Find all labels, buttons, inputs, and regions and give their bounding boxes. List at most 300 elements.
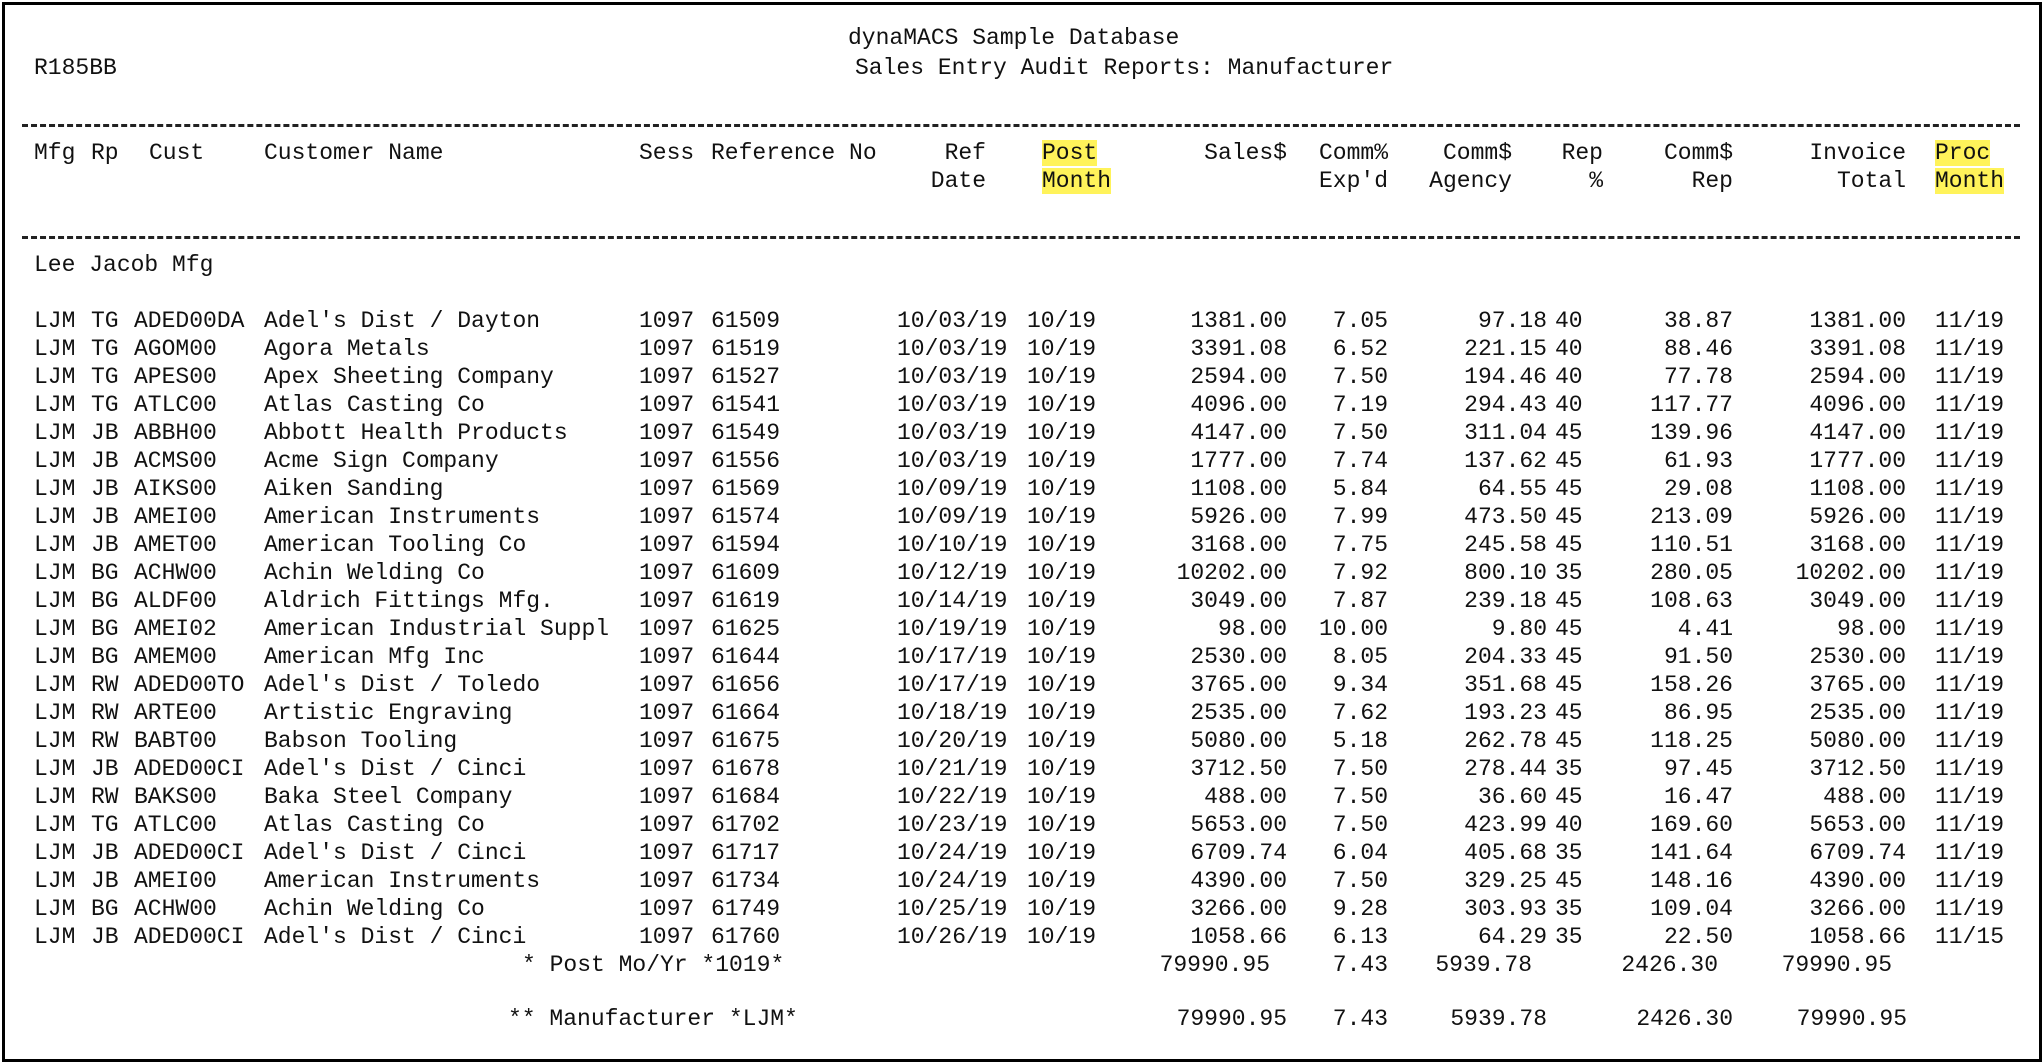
cell-cust: AMEI00 (134, 868, 217, 894)
cell-reference-no: 61760 (711, 924, 781, 950)
table-row (0, 923, 2044, 951)
cell-reference-no: 61574 (711, 504, 781, 530)
cell-proc-month: 11/19 (1935, 588, 2005, 614)
cell-ref-date: 10/25/19 (897, 896, 1008, 922)
table-row (0, 447, 2044, 475)
cell-invoice-total: 3712.50 (1809, 756, 1906, 782)
cell-proc-month: 11/19 (1935, 700, 2005, 726)
cell-comm-pct: 7.19 (1332, 392, 1388, 418)
cell-reference-no: 61684 (711, 784, 781, 810)
cell-post-month: 10/19 (1027, 532, 1097, 558)
cell-post-month: 10/19 (1027, 420, 1097, 446)
cell-mfg: LJM (34, 896, 76, 922)
cell-comm-pct: 7.75 (1332, 532, 1388, 558)
cell-reference-no: 61594 (711, 532, 781, 558)
cell-mfg: LJM (34, 504, 76, 530)
cell-reference-no: 61702 (711, 812, 781, 838)
cell-ref-date: 10/24/19 (897, 840, 1008, 866)
cell-ref-date: 10/20/19 (897, 728, 1008, 754)
cell-sess: 1097 (639, 868, 695, 894)
cell-comm-agency: 193.23 (1464, 700, 1547, 726)
cell-post-month: 10/19 (1027, 840, 1097, 866)
cell-comm-pct: 7.50 (1332, 784, 1388, 810)
cell-rp: TG (91, 308, 119, 334)
cell-cust: ATLC00 (134, 812, 217, 838)
table-row (0, 671, 2044, 699)
cell-post-month: 10/19 (1027, 672, 1097, 698)
cell-reference-no: 61734 (711, 868, 781, 894)
subtotal-label: * Post Mo/Yr *1019* (522, 952, 785, 978)
proc-month-highlight-2: Month (1935, 168, 2005, 194)
cell-rep-pct: 35 (1555, 560, 1583, 586)
cell-ref-date: 10/03/19 (897, 364, 1008, 390)
cell-comm-rep: 88.46 (1663, 336, 1733, 362)
cell-comm-pct: 7.05 (1332, 308, 1388, 334)
cell-customer-name: Acme Sign Company (264, 448, 499, 474)
cell-ref-date: 10/18/19 (897, 700, 1008, 726)
cell-sess: 1097 (639, 560, 695, 586)
cell-cust: AMET00 (134, 532, 217, 558)
cell-customer-name: Atlas Casting Co (264, 812, 485, 838)
cell-comm-pct: 7.50 (1332, 420, 1388, 446)
cell-sales: 5080.00 (1190, 728, 1287, 754)
table-row (0, 755, 2044, 783)
cell-comm-pct: 10.00 (1318, 616, 1388, 642)
cell-post-month: 10/19 (1027, 448, 1097, 474)
cell-sales: 3391.08 (1190, 336, 1287, 362)
cell-cust: AIKS00 (134, 476, 217, 502)
cell-invoice-total: 5926.00 (1809, 504, 1906, 530)
cell-reference-no: 61675 (711, 728, 781, 754)
cell-reference-no: 61609 (711, 560, 781, 586)
cell-comm-pct: 7.74 (1332, 448, 1388, 474)
col-rep-pct-line1: Rep (1561, 140, 1603, 166)
cell-mfg: LJM (34, 700, 76, 726)
cell-reference-no: 61527 (711, 364, 781, 390)
col-comm-pct-line2: Exp'd (1318, 168, 1388, 194)
cell-post-month: 10/19 (1027, 784, 1097, 810)
cell-rp: BG (91, 644, 119, 670)
cell-comm-rep: 29.08 (1663, 476, 1733, 502)
cell-ref-date: 10/24/19 (897, 868, 1008, 894)
total-invoice-total: 79990.95 (1796, 1006, 1907, 1032)
cell-proc-month: 11/19 (1935, 532, 2005, 558)
cell-customer-name: Baka Steel Company (264, 784, 513, 810)
cell-proc-month: 11/19 (1935, 784, 2005, 810)
cell-comm-pct: 5.84 (1332, 476, 1388, 502)
cell-post-month: 10/19 (1027, 336, 1097, 362)
cell-reference-no: 61625 (711, 616, 781, 642)
cell-comm-pct: 7.87 (1332, 588, 1388, 614)
cell-rep-pct: 45 (1555, 448, 1583, 474)
cell-comm-pct: 8.05 (1332, 644, 1388, 670)
cell-reference-no: 61656 (711, 672, 781, 698)
cell-comm-rep: 38.87 (1663, 308, 1733, 334)
cell-rp: TG (91, 364, 119, 390)
col-reference-no: Reference No (711, 140, 877, 166)
cell-reference-no: 61541 (711, 392, 781, 418)
cell-proc-month: 11/19 (1935, 672, 2005, 698)
cell-comm-agency: 278.44 (1464, 756, 1547, 782)
table-row (0, 699, 2044, 727)
table-row (0, 727, 2044, 755)
cell-post-month: 10/19 (1027, 896, 1097, 922)
total-comm-agency: 5939.78 (1450, 1006, 1547, 1032)
cell-mfg: LJM (34, 756, 76, 782)
cell-proc-month: 11/19 (1935, 560, 2005, 586)
cell-sales: 1058.66 (1190, 924, 1287, 950)
cell-sales: 3712.50 (1190, 756, 1287, 782)
cell-comm-pct: 7.50 (1332, 364, 1388, 390)
cell-comm-agency: 423.99 (1464, 812, 1547, 838)
subtotal-comm-pct: 7.43 (1332, 952, 1388, 978)
cell-rep-pct: 45 (1555, 616, 1583, 642)
cell-rp: JB (91, 420, 119, 446)
cell-mfg: LJM (34, 868, 76, 894)
cell-ref-date: 10/03/19 (897, 336, 1008, 362)
cell-ref-date: 10/14/19 (897, 588, 1008, 614)
col-post-month-line2 (1042, 167, 1111, 195)
cell-comm-pct: 7.92 (1332, 560, 1388, 586)
cell-sales: 2530.00 (1190, 644, 1287, 670)
cell-cust: ADED00TO (134, 672, 245, 698)
cell-comm-agency: 194.46 (1464, 364, 1547, 390)
cell-cust: ALDF00 (134, 588, 217, 614)
cell-mfg: LJM (34, 392, 76, 418)
table-row (0, 363, 2044, 391)
cell-proc-month: 11/19 (1935, 840, 2005, 866)
cell-rep-pct: 35 (1555, 840, 1583, 866)
table-row (0, 531, 2044, 559)
subtotal-comm-agency: 5939.78 (1435, 952, 1532, 978)
total-sales: 79990.95 (1176, 1006, 1287, 1032)
table-row (0, 307, 2044, 335)
cell-rp: BG (91, 616, 119, 642)
cell-rep-pct: 45 (1555, 644, 1583, 670)
cell-rep-pct: 35 (1555, 896, 1583, 922)
col-customer-name: Customer Name (264, 140, 444, 166)
cell-sess: 1097 (639, 448, 695, 474)
cell-comm-agency: 9.80 (1491, 616, 1547, 642)
total-comm-rep: 2426.30 (1636, 1006, 1733, 1032)
cell-rep-pct: 40 (1555, 812, 1583, 838)
cell-sess: 1097 (639, 784, 695, 810)
cell-comm-agency: 294.43 (1464, 392, 1547, 418)
cell-rp: JB (91, 868, 119, 894)
col-ref-date-line2: Date (930, 168, 986, 194)
cell-comm-agency: 204.33 (1464, 644, 1547, 670)
cell-customer-name: Aldrich Fittings Mfg. (264, 588, 554, 614)
proc-month-highlight: Proc (1935, 140, 1991, 166)
cell-rp: JB (91, 532, 119, 558)
cell-cust: ADED00CI (134, 924, 245, 950)
cell-comm-agency: 800.10 (1464, 560, 1547, 586)
total-comm-pct: 7.43 (1332, 1006, 1388, 1032)
cell-sess: 1097 (639, 700, 695, 726)
cell-customer-name: American Instruments (264, 868, 541, 894)
cell-customer-name: Adel's Dist / Dayton (264, 308, 541, 334)
cell-mfg: LJM (34, 532, 76, 558)
cell-invoice-total: 488.00 (1823, 784, 1906, 810)
cell-comm-rep: 158.26 (1650, 672, 1733, 698)
cell-comm-pct: 7.99 (1332, 504, 1388, 530)
cell-sess: 1097 (639, 644, 695, 670)
total-label: ** Manufacturer *LJM* (508, 1006, 798, 1032)
cell-reference-no: 61664 (711, 700, 781, 726)
cell-comm-rep: 91.50 (1663, 644, 1733, 670)
cell-proc-month: 11/15 (1935, 924, 2005, 950)
cell-proc-month: 11/19 (1935, 868, 2005, 894)
header-divider-bottom (22, 236, 2020, 239)
cell-customer-name: Achin Welding Co (264, 560, 485, 586)
cell-reference-no: 61749 (711, 896, 781, 922)
cell-rep-pct: 45 (1555, 868, 1583, 894)
cell-comm-rep: 213.09 (1650, 504, 1733, 530)
cell-proc-month: 11/19 (1935, 896, 2005, 922)
cell-rp: JB (91, 504, 119, 530)
cell-post-month: 10/19 (1027, 504, 1097, 530)
cell-comm-agency: 137.62 (1464, 448, 1547, 474)
cell-mfg: LJM (34, 728, 76, 754)
cell-rep-pct: 45 (1555, 672, 1583, 698)
cell-customer-name: American Tooling Co (264, 532, 527, 558)
cell-comm-rep: 77.78 (1663, 364, 1733, 390)
table-row (0, 391, 2044, 419)
cell-invoice-total: 5080.00 (1809, 728, 1906, 754)
cell-customer-name: American Instruments (264, 504, 541, 530)
cell-customer-name: Artistic Engraving (264, 700, 513, 726)
cell-cust: AMEI02 (134, 616, 217, 642)
cell-comm-agency: 97.18 (1477, 308, 1547, 334)
table-row (0, 335, 2044, 363)
cell-reference-no: 61569 (711, 476, 781, 502)
cell-ref-date: 10/21/19 (897, 756, 1008, 782)
cell-invoice-total: 6709.74 (1809, 840, 1906, 866)
cell-comm-agency: 239.18 (1464, 588, 1547, 614)
cell-comm-pct: 5.18 (1332, 728, 1388, 754)
table-row (0, 643, 2044, 671)
cell-ref-date: 10/23/19 (897, 812, 1008, 838)
cell-proc-month: 11/19 (1935, 616, 2005, 642)
cell-comm-agency: 221.15 (1464, 336, 1547, 362)
cell-sess: 1097 (639, 476, 695, 502)
cell-cust: AGOM00 (134, 336, 217, 362)
cell-mfg: LJM (34, 560, 76, 586)
cell-customer-name: Adel's Dist / Cinci (264, 924, 527, 950)
cell-proc-month: 11/19 (1935, 336, 2005, 362)
cell-comm-rep: 4.41 (1677, 616, 1733, 642)
cell-invoice-total: 2530.00 (1809, 644, 1906, 670)
cell-post-month: 10/19 (1027, 364, 1097, 390)
cell-comm-rep: 280.05 (1650, 560, 1733, 586)
cell-rep-pct: 45 (1555, 700, 1583, 726)
col-ref-date-line1: Ref (944, 140, 986, 166)
cell-comm-rep: 169.60 (1650, 812, 1733, 838)
cell-reference-no: 61678 (711, 756, 781, 782)
report-title: Sales Entry Audit Reports: Manufacturer (855, 55, 1394, 81)
cell-rp: JB (91, 448, 119, 474)
cell-proc-month: 11/19 (1935, 308, 2005, 334)
cell-mfg: LJM (34, 840, 76, 866)
cell-rep-pct: 45 (1555, 588, 1583, 614)
cell-reference-no: 61717 (711, 840, 781, 866)
cell-sess: 1097 (639, 924, 695, 950)
cell-rep-pct: 45 (1555, 504, 1583, 530)
cell-rp: JB (91, 756, 119, 782)
cell-comm-agency: 473.50 (1464, 504, 1547, 530)
cell-comm-rep: 108.63 (1650, 588, 1733, 614)
cell-mfg: LJM (34, 364, 76, 390)
cell-post-month: 10/19 (1027, 924, 1097, 950)
cell-post-month: 10/19 (1027, 812, 1097, 838)
cell-sales: 1381.00 (1190, 308, 1287, 334)
cell-rep-pct: 40 (1555, 308, 1583, 334)
cell-comm-agency: 262.78 (1464, 728, 1547, 754)
cell-cust: ADED00DA (134, 308, 245, 334)
cell-cust: ARTE00 (134, 700, 217, 726)
cell-sess: 1097 (639, 616, 695, 642)
col-comm-agency-line2: Agency (1429, 168, 1512, 194)
cell-sales: 488.00 (1204, 784, 1287, 810)
cell-mfg: LJM (34, 588, 76, 614)
cell-rp: RW (91, 672, 119, 698)
cell-post-month: 10/19 (1027, 644, 1097, 670)
cell-reference-no: 61509 (711, 308, 781, 334)
col-comm-agency-line1: Comm$ (1442, 140, 1512, 166)
cell-sales: 5653.00 (1190, 812, 1287, 838)
cell-comm-pct: 7.50 (1332, 756, 1388, 782)
cell-sales: 4390.00 (1190, 868, 1287, 894)
cell-rep-pct: 35 (1555, 924, 1583, 950)
cell-comm-rep: 109.04 (1650, 896, 1733, 922)
cell-sales: 3168.00 (1190, 532, 1287, 558)
cell-proc-month: 11/19 (1935, 644, 2005, 670)
cell-comm-rep: 139.96 (1650, 420, 1733, 446)
cell-cust: ACHW00 (134, 896, 217, 922)
cell-rep-pct: 45 (1555, 476, 1583, 502)
cell-comm-agency: 64.55 (1477, 476, 1547, 502)
cell-comm-pct: 6.04 (1332, 840, 1388, 866)
cell-mfg: LJM (34, 420, 76, 446)
cell-sess: 1097 (639, 728, 695, 754)
cell-sales: 98.00 (1217, 616, 1287, 642)
cell-invoice-total: 4147.00 (1809, 420, 1906, 446)
cell-invoice-total: 2594.00 (1809, 364, 1906, 390)
cell-sess: 1097 (639, 812, 695, 838)
cell-ref-date: 10/03/19 (897, 448, 1008, 474)
table-row (0, 867, 2044, 895)
cell-invoice-total: 3168.00 (1809, 532, 1906, 558)
cell-comm-pct: 9.34 (1332, 672, 1388, 698)
cell-rp: TG (91, 812, 119, 838)
cell-customer-name: Abbott Health Products (264, 420, 568, 446)
table-row (0, 895, 2044, 923)
cell-invoice-total: 5653.00 (1809, 812, 1906, 838)
cell-comm-pct: 7.50 (1332, 812, 1388, 838)
cell-comm-rep: 148.16 (1650, 868, 1733, 894)
cell-sales: 5926.00 (1190, 504, 1287, 530)
cell-ref-date: 10/10/19 (897, 532, 1008, 558)
cell-invoice-total: 1777.00 (1809, 448, 1906, 474)
cell-sales: 1108.00 (1190, 476, 1287, 502)
cell-cust: BAKS00 (134, 784, 217, 810)
cell-sess: 1097 (639, 672, 695, 698)
cell-cust: ATLC00 (134, 392, 217, 418)
cell-ref-date: 10/22/19 (897, 784, 1008, 810)
cell-sess: 1097 (639, 336, 695, 362)
table-row (0, 587, 2044, 615)
cell-mfg: LJM (34, 784, 76, 810)
col-proc-month-line2 (1935, 167, 2004, 195)
cell-cust: ADED00CI (134, 756, 245, 782)
cell-comm-rep: 22.50 (1663, 924, 1733, 950)
cell-comm-rep: 110.51 (1650, 532, 1733, 558)
cell-sales: 2535.00 (1190, 700, 1287, 726)
cell-ref-date: 10/19/19 (897, 616, 1008, 642)
cell-comm-rep: 117.77 (1650, 392, 1733, 418)
cell-invoice-total: 10202.00 (1795, 560, 1906, 586)
cell-customer-name: Babson Tooling (264, 728, 458, 754)
cell-sales: 2594.00 (1190, 364, 1287, 390)
cell-rep-pct: 40 (1555, 392, 1583, 418)
cell-sess: 1097 (639, 308, 695, 334)
cell-invoice-total: 3765.00 (1809, 672, 1906, 698)
cell-sales: 4147.00 (1190, 420, 1287, 446)
cell-post-month: 10/19 (1027, 868, 1097, 894)
cell-sess: 1097 (639, 420, 695, 446)
cell-comm-agency: 245.58 (1464, 532, 1547, 558)
cell-mfg: LJM (34, 308, 76, 334)
cell-rp: TG (91, 336, 119, 362)
cell-sess: 1097 (639, 588, 695, 614)
cell-post-month: 10/19 (1027, 308, 1097, 334)
cell-rp: TG (91, 392, 119, 418)
cell-invoice-total: 3266.00 (1809, 896, 1906, 922)
post-month-highlight: Post (1042, 140, 1098, 166)
col-mfg: Mfg (34, 140, 76, 166)
subtotal-sales: 79990.95 (1159, 952, 1270, 978)
cell-ref-date: 10/26/19 (897, 924, 1008, 950)
cell-sess: 1097 (639, 364, 695, 390)
cell-ref-date: 10/03/19 (897, 392, 1008, 418)
cell-post-month: 10/19 (1027, 392, 1097, 418)
cell-comm-rep: 118.25 (1650, 728, 1733, 754)
cell-ref-date: 10/03/19 (897, 420, 1008, 446)
cell-customer-name: Aiken Sanding (264, 476, 444, 502)
cell-comm-pct: 7.50 (1332, 868, 1388, 894)
cell-sales: 3765.00 (1190, 672, 1287, 698)
cell-customer-name: Adel's Dist / Toledo (264, 672, 541, 698)
table-row (0, 783, 2044, 811)
col-sales: Sales$ (1204, 140, 1287, 166)
cell-invoice-total: 3049.00 (1809, 588, 1906, 614)
cell-rp: RW (91, 728, 119, 754)
cell-rp: BG (91, 896, 119, 922)
table-row (0, 475, 2044, 503)
cell-post-month: 10/19 (1027, 560, 1097, 586)
cell-invoice-total: 4096.00 (1809, 392, 1906, 418)
cell-sess: 1097 (639, 896, 695, 922)
cell-post-month: 10/19 (1027, 728, 1097, 754)
cell-customer-name: Apex Sheeting Company (264, 364, 554, 390)
cell-reference-no: 61644 (711, 644, 781, 670)
cell-sales: 6709.74 (1190, 840, 1287, 866)
cell-mfg: LJM (34, 616, 76, 642)
cell-cust: ABBH00 (134, 420, 217, 446)
cell-reference-no: 61519 (711, 336, 781, 362)
col-rp: Rp (91, 140, 119, 166)
cell-mfg: LJM (34, 812, 76, 838)
